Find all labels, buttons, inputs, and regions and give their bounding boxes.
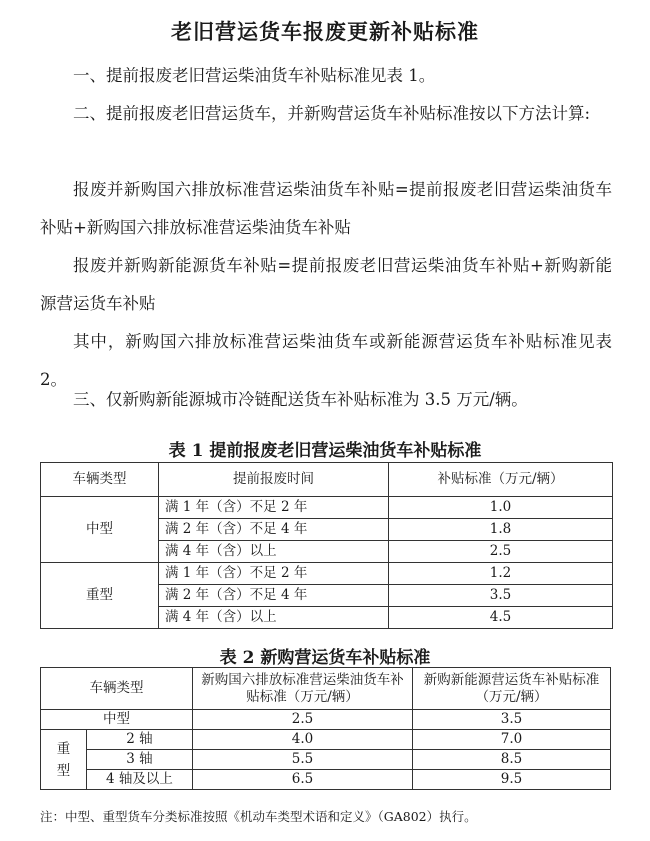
table2-axles-cell: 3 轴 [87, 750, 193, 770]
table2 [40, 667, 611, 790]
paragraph-3: 报废并新购国六排放标准营运柴油货车补贴=提前报废老旧营运柴油货车补贴+新购国六排放标准营运柴油货车补贴 [40, 180, 612, 237]
table1-header-row [41, 463, 613, 497]
table2-ev-cell: 3.5 [413, 710, 611, 730]
paragraph-6: 三、仅新购新能源城市冷链配送货车补贴标准为 3.5 万元/辆。 [73, 390, 528, 409]
table2-header-type: 车辆类型 [41, 668, 193, 710]
table2-ev-cell: 9.5 [413, 770, 611, 790]
table-row [41, 770, 611, 790]
table1-type-heavy: 重型 [41, 563, 159, 629]
footnote: 注：中型、重型货车分类标准按照《机动车类型术语和定义》（GA802）执行。 [40, 809, 477, 824]
table-row [41, 750, 611, 770]
table1-header-type: 车辆类型 [41, 463, 159, 497]
table-row [41, 730, 611, 750]
table2-diesel-cell: 4.0 [193, 730, 413, 750]
table2-header-row [41, 668, 611, 710]
table1-period-cell: 满 1 年（含）不足 2 年 [159, 497, 389, 519]
paragraph-4: 报废并新购新能源货车补贴=提前报废老旧营运柴油货车补贴+新购新能源营运货车补贴 [40, 256, 612, 313]
table2-type-heavy: 重型 [41, 730, 87, 790]
table2-title: 表 2 新购营运货车补贴标准 [219, 648, 431, 668]
table1-header-period: 提前报废时间 [159, 463, 389, 497]
table2-axles-cell: 2 轴 [87, 730, 193, 750]
table-row [41, 563, 613, 585]
table1-amount-cell: 3.5 [389, 585, 613, 607]
document-title: 老旧营运货车报废更新补贴标准 [171, 19, 479, 44]
table2-diesel-cell: 6.5 [193, 770, 413, 790]
table2-axles-cell: 4 轴及以上 [87, 770, 193, 790]
table1-amount-cell: 1.2 [389, 563, 613, 585]
table1-title: 表 1 提前报废老旧营运柴油货车补贴标准 [168, 441, 482, 461]
table2-diesel-cell: 5.5 [193, 750, 413, 770]
table1-period-cell: 满 2 年（含）不足 4 年 [159, 519, 389, 541]
table1-period-cell: 满 1 年（含）不足 2 年 [159, 563, 389, 585]
table1-header-amount: 补贴标准（万元/辆） [389, 463, 613, 497]
paragraph-2: 二、提前报废老旧营运货车，并新购营运货车补贴标准按以下方法计算: [73, 104, 591, 123]
table1 [40, 462, 613, 629]
table2-ev-cell: 7.0 [413, 730, 611, 750]
table2-type-medium: 中型 [41, 710, 193, 730]
table1-period-cell: 满 4 年（含）以上 [159, 607, 389, 629]
table1-period-cell: 满 2 年（含）不足 4 年 [159, 585, 389, 607]
table1-amount-cell: 1.0 [389, 497, 613, 519]
table1-amount-cell: 1.8 [389, 519, 613, 541]
table2-diesel-cell: 2.5 [193, 710, 413, 730]
paragraph-1: 一、提前报废老旧营运柴油货车补贴标准见表 1。 [73, 66, 436, 85]
table1-amount-cell: 2.5 [389, 541, 613, 563]
table2-header-diesel: 新购国六排放标准营运柴油货车补贴标准（万元/辆） [193, 668, 413, 710]
table2-ev-cell: 8.5 [413, 750, 611, 770]
table1-period-cell: 满 4 年（含）以上 [159, 541, 389, 563]
table1-type-medium: 中型 [41, 497, 159, 563]
paragraph-5: 其中，新购国六排放标准营运柴油货车或新能源营运货车补贴标准见表 2。 [40, 332, 612, 389]
table2-header-ev: 新购新能源营运货车补贴标准（万元/辆） [413, 668, 611, 710]
table1-amount-cell: 4.5 [389, 607, 613, 629]
table-row [41, 497, 613, 519]
table-row [41, 710, 611, 730]
